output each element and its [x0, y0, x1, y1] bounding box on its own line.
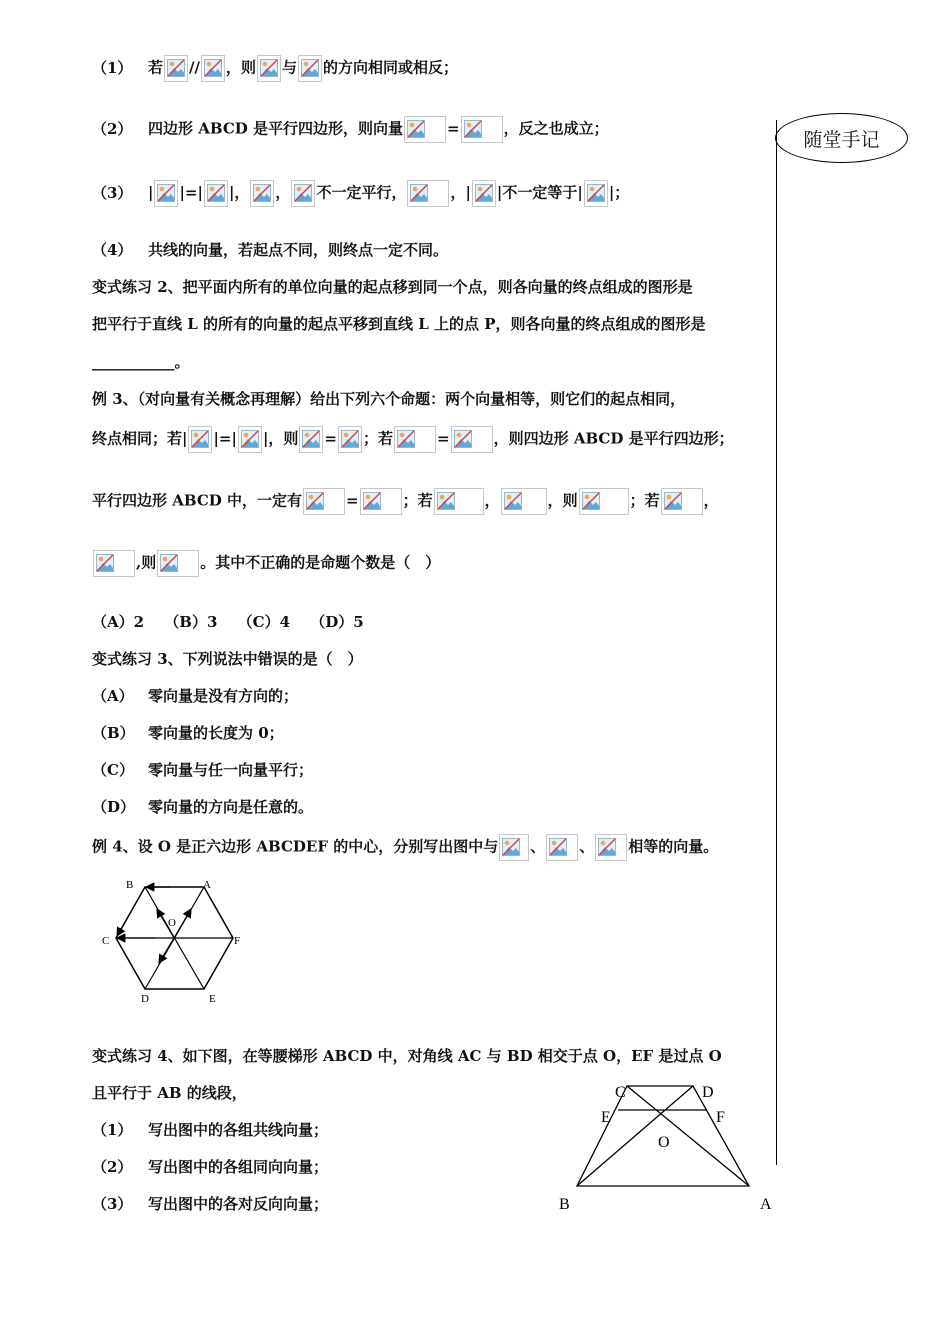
vector-image-icon [501, 488, 547, 515]
hex-label-o: O [168, 917, 176, 929]
exercise-3-option-b: （B） 零向量的长度为 0； [92, 724, 284, 742]
exercise-2-blank: ___________。 [92, 353, 190, 371]
trap-label-e: E [601, 1109, 611, 1126]
vector-image-icon [595, 834, 627, 861]
hex-label-c: C [102, 935, 110, 947]
example-3-line-1: 例 3、（对向量有关概念再理解）给出下列六个命题：两个向量相等，则它们的起点相同， [92, 390, 686, 408]
example-3-options: （A）2 （B）3 （C）4 （D）5 [92, 613, 364, 631]
vector-image-icon [360, 488, 402, 515]
vector-image-icon [461, 116, 503, 143]
vector-image-icon [238, 426, 262, 453]
trap-label-c: C [615, 1084, 626, 1101]
sidebar-divider [776, 120, 777, 1165]
trap-label-o: O [658, 1134, 670, 1151]
vector-image-icon [257, 55, 281, 82]
example-4-text: 例 4、设 O 是正六边形 ABCDEF 的中心，分别写出图中与 、 、 相等的向量。 [92, 834, 718, 861]
vector-image-icon [546, 834, 578, 861]
vector-image-icon [204, 180, 228, 207]
vector-image-icon [472, 180, 496, 207]
example-3-line-2: 终点相同；若| |=| |，则 = ；若 = ，则四边形 ABCD 是平行四边形； [92, 426, 734, 453]
vector-image-icon [157, 550, 199, 577]
vector-image-icon [188, 426, 212, 453]
vector-image-icon [451, 426, 493, 453]
exercise-4-item-3: （3） 写出图中的各对反向向量； [92, 1195, 329, 1213]
example-3-line-3: 平行四边形 ABCD 中，一定有 = ；若 ， ，则 ；若 ， [92, 488, 719, 515]
hex-label-a: A [203, 879, 211, 891]
trap-label-a: A [760, 1196, 772, 1213]
hex-label-d: D [141, 993, 149, 1005]
hexagon-figure [95, 872, 255, 1007]
exercise-4-line-2: 且平行于 AB 的线段， [92, 1084, 247, 1102]
item-2: （2） 四边形 ABCD 是平行四边形，则向量 = ，反之也成立； [92, 116, 609, 143]
exercise-2-line-2: 把平行于直线 L 的所有的向量的起点平移到直线 L 上的点 P，则各向量的终点组成的图形是 [92, 315, 706, 333]
vector-image-icon [164, 55, 188, 82]
exercise-3-option-a: （A） 零向量是没有方向的； [92, 687, 299, 705]
vector-image-icon [303, 488, 345, 515]
exercise-4-item-1: （1） 写出图中的各组共线向量； [92, 1121, 329, 1139]
vector-image-icon [499, 834, 529, 861]
exercise-3-option-d: （D） 零向量的方向是任意的。 [92, 798, 314, 816]
hex-label-e: E [209, 993, 216, 1005]
vector-image-icon [579, 488, 629, 515]
exercise-4-line-1: 变式练习 4、如下图，在等腰梯形 ABCD 中，对角线 AC 与 BD 相交于点 O，EF 是过点 O [92, 1047, 722, 1065]
vector-image-icon [299, 426, 323, 453]
side-note-label: 随堂手记 [775, 113, 908, 163]
item-3: （3） | |=| |， ， 不一定平行， ，| |不一定等于| |； [92, 180, 629, 207]
exercise-2-line-1: 变式练习 2、把平面内所有的单位向量的起点移到同一个点，则各向量的终点组成的图形是 [92, 278, 693, 296]
trap-label-b: B [559, 1196, 570, 1213]
vector-image-icon [434, 488, 484, 515]
vector-image-icon [338, 426, 362, 453]
exercise-3-option-c: （C） 零向量与任一向量平行； [92, 761, 314, 779]
example-3-line-4: ,则 。其中不正确的是命题个数是（ ） [92, 550, 440, 577]
trap-label-f: F [716, 1109, 725, 1126]
item-number: （1） [92, 58, 133, 77]
vector-image-icon [201, 55, 225, 82]
exercise-3-title: 变式练习 3、下列说法中错误的是（ ） [92, 650, 363, 668]
vector-image-icon [404, 116, 446, 143]
exercise-4-item-2: （2） 写出图中的各组同向向量； [92, 1158, 329, 1176]
vector-image-icon [661, 488, 703, 515]
item-4: （4） 共线的向量，若起点不同，则终点一定不同。 [92, 241, 449, 259]
vector-image-icon [250, 180, 274, 207]
trapezoid-figure [550, 1078, 780, 1218]
hex-label-f: F [234, 935, 241, 947]
vector-image-icon [298, 55, 322, 82]
item-1: （1） 若 // ，则 与 的方向相同或相反； [92, 55, 458, 82]
vector-image-icon [291, 180, 315, 207]
vector-image-icon [93, 550, 135, 577]
vector-image-icon [407, 180, 449, 207]
vector-image-icon [394, 426, 436, 453]
trap-label-d: D [702, 1084, 714, 1101]
vector-image-icon [584, 180, 608, 207]
vector-image-icon [154, 180, 178, 207]
hex-label-b: B [126, 879, 134, 891]
